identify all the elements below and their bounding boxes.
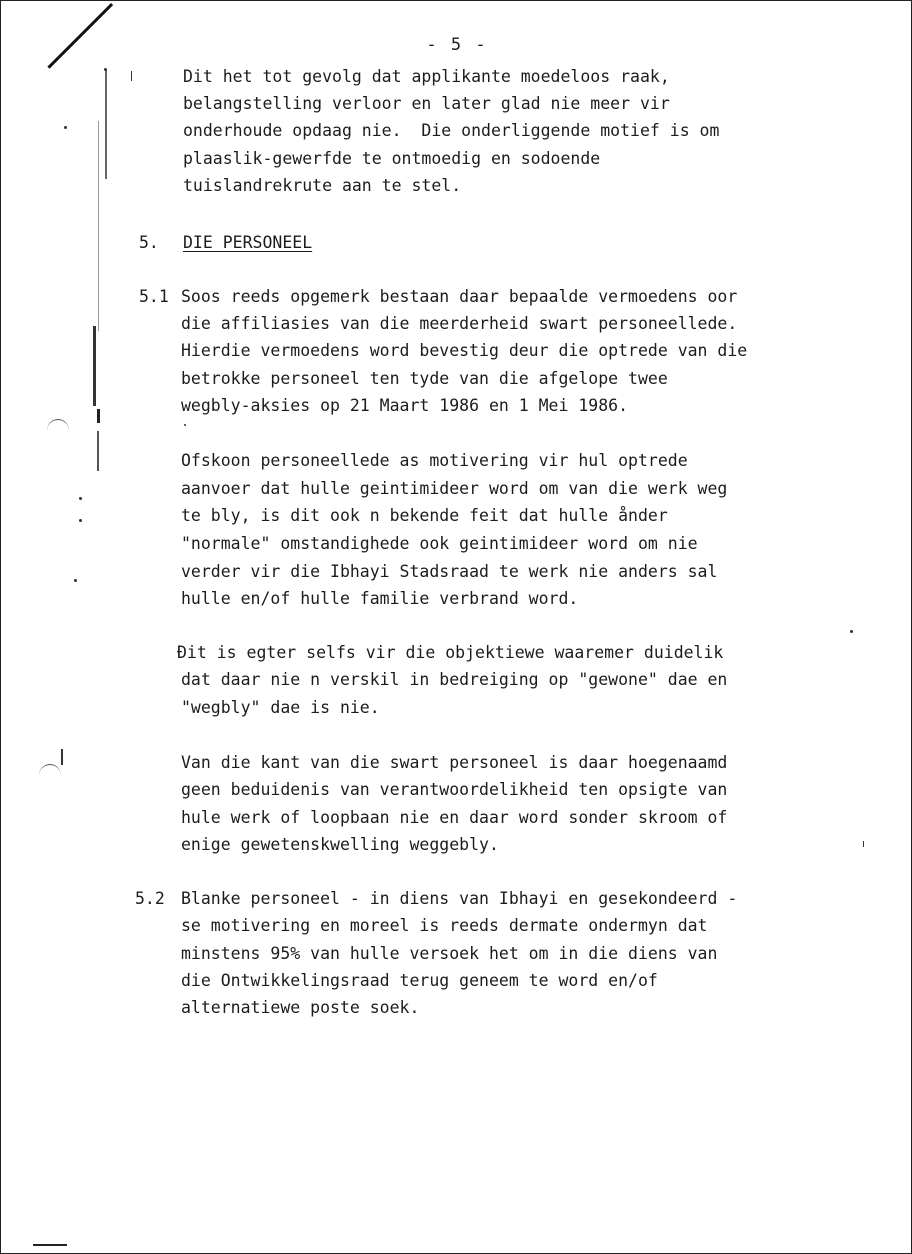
margin-streak-1	[105, 69, 107, 179]
scan-dot-9	[863, 841, 864, 847]
scan-dot-8	[184, 424, 186, 426]
text-line: tuislandrekrute aan te stel.	[183, 176, 462, 195]
text-line: te bly, is dit ook n bekende feit dat hulle ånder	[181, 506, 668, 525]
text-line: "wegbly" dae is nie.	[181, 698, 380, 717]
text-line: Hierdie vermoedens word bevestig deur die optrede van die	[181, 341, 748, 360]
text-line: Dit het tot gevolg dat applikante moedeloos raak,	[183, 67, 670, 86]
text-line: enige gewetenskwelling weggebly.	[181, 835, 499, 854]
scan-dot-6	[74, 579, 77, 582]
text-line: Ofskoon personeellede as motivering vir hul optrede	[181, 451, 688, 470]
text-line: belangstelling verloor en later glad nie meer vir	[183, 94, 670, 113]
text-line: hulle en/of hulle familie verbrand word.	[181, 589, 579, 608]
paragraph-number: 5.2	[135, 889, 165, 908]
text-line: die Ontwikkelingsraad terug geneem te word en/of	[181, 971, 658, 990]
scan-dot-4	[79, 497, 82, 500]
text-line: minstens 95% van hulle versoek het om in die diens van	[181, 944, 718, 963]
scan-arc-1	[47, 419, 69, 442]
text-line: alternatiewe poste soek.	[181, 998, 420, 1017]
text-line: Blanke personeel - in diens van Ibhayi en gesekondeerd -	[181, 889, 738, 908]
text-line: geen beduidenis van verantwoordelikheid ten opsigte van	[181, 780, 728, 799]
page-number: - 5 -	[426, 35, 488, 55]
text-line: plaaslik-gewerfde te ontmoedig en sodoende	[183, 149, 601, 168]
text-line: onderhoude opdaag nie. Die onderliggende motief is om	[183, 121, 720, 140]
text-line: hule werk of loopbaan nie en daar word sonder skroom of	[181, 808, 728, 827]
section-number: 5.	[139, 233, 159, 252]
text-line: Van die kant van die swart personeel is daar hoegenaamd	[181, 753, 728, 772]
scan-dot-3	[64, 126, 67, 129]
paragraph-number: 5.1	[139, 287, 169, 306]
text-line: aanvoer dat hulle geintimideer word om van die werk weg	[181, 479, 728, 498]
scan-dot-1	[104, 68, 107, 71]
scan-arc-2	[39, 764, 61, 787]
text-line: dat daar nie n verskil in bedreiging op "gewone" dae en	[181, 670, 728, 689]
margin-streak-3	[93, 326, 96, 406]
scan-dot-2	[131, 71, 132, 81]
margin-streak-2	[98, 121, 99, 331]
text-line: betrokke personeel ten tyde van die afgelope twee	[181, 369, 668, 388]
scan-mark-bottom	[33, 1244, 67, 1246]
text-line: verder vir die Ibhayi Stadsraad te werk nie anders sal	[181, 562, 718, 581]
text-line: "normale" omstandighede ook geintimideer word om nie	[181, 534, 698, 553]
text-line: Ðit is egter selfs vir die objektiewe waaremer duidelik	[177, 643, 724, 662]
margin-streak-6	[61, 749, 63, 765]
text-line: se motivering en moreel is reeds dermate ondermyn dat	[181, 916, 708, 935]
margin-streak-4	[97, 409, 100, 423]
text-line: Soos reeds opgemerk bestaan daar bepaalde vermoedens oor	[181, 287, 738, 306]
margin-streak-5	[97, 431, 99, 471]
text-line: die affiliasies van die meerderheid swart personeellede.	[181, 314, 738, 333]
scan-dot-5	[79, 519, 82, 522]
section-title: DIE PERSONEEL	[183, 233, 313, 252]
scan-dot-7	[850, 630, 853, 633]
text-line: wegbly-aksies op 21 Maart 1986 en 1 Mei 1986.	[181, 396, 629, 415]
